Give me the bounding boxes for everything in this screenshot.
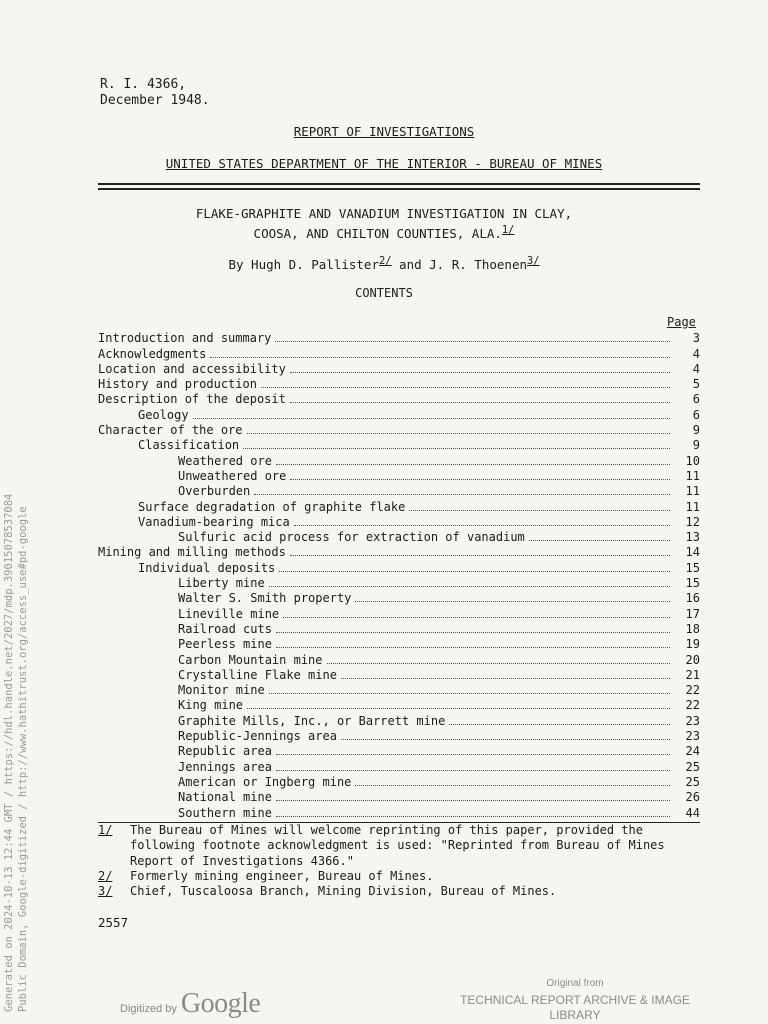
footnotes xyxy=(98,823,700,899)
footnote-mark: 1/ xyxy=(98,823,113,837)
toc-entry xyxy=(98,697,700,712)
toc-entry xyxy=(98,758,700,773)
toc-entry-page: 26 xyxy=(685,790,700,805)
toc-entry-page: 44 xyxy=(685,805,700,820)
toc-entry xyxy=(98,804,700,819)
toc-dot-leader xyxy=(247,708,670,709)
toc-entry-page: 9 xyxy=(692,423,700,438)
toc-entry-label: Unweathered ore xyxy=(178,468,287,483)
toc-entry xyxy=(98,468,700,483)
toc-entry-page: 4 xyxy=(692,346,700,361)
toc-entry-page: 14 xyxy=(685,545,700,560)
toc-entry xyxy=(98,636,700,651)
toc-entry xyxy=(98,575,700,590)
footnote-text: Formerly mining engineer, Bureau of Mines. xyxy=(130,868,434,883)
toc-dot-leader xyxy=(193,418,670,419)
toc-entry-label: Republic-Jennings area xyxy=(178,729,337,744)
toc-entry-label: Monitor mine xyxy=(178,683,265,698)
report-title xyxy=(0,206,768,242)
footnote-mark: 3/ xyxy=(98,884,113,899)
toc-dot-leader xyxy=(247,433,671,434)
report-id-block xyxy=(100,77,210,109)
title-line-2: COOSA, AND CHILTON COUNTIES, ALA.$^{1/}$ xyxy=(253,224,515,242)
toc-dot-leader xyxy=(243,448,670,449)
toc-entry-label: Sulfuric acid process for extraction of vanadium xyxy=(178,530,525,545)
toc-entry xyxy=(98,330,700,345)
toc-entry xyxy=(98,376,700,391)
report-number: R. I. 4366, xyxy=(100,77,187,92)
toc-entry-label: Walter S. Smith property xyxy=(178,591,352,606)
toc-entry-page: 15 xyxy=(685,576,700,591)
toc-entry xyxy=(98,682,700,697)
toc-entry-page: 19 xyxy=(685,637,700,652)
toc-entry-page: 11 xyxy=(685,499,700,514)
toc-entry-page: 23 xyxy=(685,729,700,744)
toc-entry-label: Liberty mine xyxy=(178,576,265,591)
toc-entry xyxy=(98,391,700,406)
toc-dot-leader xyxy=(290,372,670,373)
footnote xyxy=(98,823,700,869)
toc-entry-page: 6 xyxy=(692,392,700,407)
toc-entry-page: 17 xyxy=(685,606,700,621)
toc-entry-label: Description of the deposit xyxy=(98,392,286,407)
stamp-line-1: Generated on 2024-10-13 12:44 GMT / https://hdl.handle.net/2027/mdp.39015078537084 xyxy=(3,493,15,1012)
toc-dot-leader xyxy=(449,724,670,725)
toc-entry-page: 20 xyxy=(685,652,700,667)
author-line: By Hugh D. Pallister$^{2/}$ and J. R. Thoenen$^{3/}$ xyxy=(228,255,540,273)
toc-entry-label: Location and accessibility xyxy=(98,361,286,376)
page-column-heading: Page xyxy=(667,315,696,329)
toc-entry xyxy=(98,651,700,666)
toc-entry-page: 18 xyxy=(685,621,700,636)
toc-entry-page: 21 xyxy=(685,667,700,682)
toc-entry xyxy=(98,483,700,498)
toc-entry xyxy=(98,452,700,467)
double-rule-top xyxy=(98,183,700,185)
toc-dot-leader xyxy=(276,754,670,755)
toc-entry-label: Geology xyxy=(138,407,189,422)
toc-entry-label: Mining and milling methods xyxy=(98,545,286,560)
toc-dot-leader xyxy=(283,617,670,618)
toc-entry-label: National mine xyxy=(178,790,272,805)
toc-entry-label: Character of the ore xyxy=(98,423,243,438)
author-1: Hugh D. Pallister xyxy=(251,257,379,273)
title-footnote-mark: 1/ xyxy=(501,224,515,236)
toc-entry xyxy=(98,407,700,422)
toc-entry-page: 16 xyxy=(685,591,700,606)
contents-heading: CONTENTS xyxy=(355,286,413,300)
toc-entry-label: Individual deposits xyxy=(138,560,276,575)
footnote-text: The Bureau of Mines will welcome reprinting of this paper, provided the following footnote acknowledgment is used: "Reprinted from Bureau of Mines Report of Investigations 4366." xyxy=(130,823,665,868)
toc-entry xyxy=(98,590,700,605)
toc-entry-label: Vanadium-bearing mica xyxy=(138,514,290,529)
toc-entry-label: Classification xyxy=(138,438,240,453)
toc-dot-leader xyxy=(355,785,670,786)
toc-dot-leader xyxy=(355,601,670,602)
toc-entry xyxy=(98,560,700,575)
toc-entry xyxy=(98,361,700,376)
digitized-by-label: Digitized by xyxy=(120,1003,177,1015)
report-label: REPORT OF INVESTIGATIONS xyxy=(293,124,475,139)
toc-entry-page: 3 xyxy=(692,331,700,346)
toc-dot-leader xyxy=(275,341,670,342)
toc-entry xyxy=(98,667,700,682)
footnote xyxy=(98,884,700,899)
toc-entry-page: 22 xyxy=(685,683,700,698)
toc-entry xyxy=(98,713,700,728)
toc-dot-leader xyxy=(290,555,670,556)
toc-entry-page: 11 xyxy=(685,468,700,483)
toc-entry-label: Crystalline Flake mine xyxy=(178,667,337,682)
toc-entry-label: Jennings area xyxy=(178,759,272,774)
footnote-text: Chief, Tuscaloosa Branch, Mining Division, Bureau of Mines. xyxy=(130,884,557,899)
toc-entry xyxy=(98,789,700,804)
double-rule-bottom xyxy=(98,188,700,190)
toc-entry xyxy=(98,498,700,513)
stamp-line-2: Public Domain, Google-digitized / http://www.hathitrust.org/access_use#pd-google xyxy=(17,506,29,1012)
toc-entry-page: 23 xyxy=(685,713,700,728)
toc-entry-label: Peerless mine xyxy=(178,637,272,652)
toc-dot-leader xyxy=(269,693,670,694)
toc-dot-leader xyxy=(529,540,670,541)
toc-entry xyxy=(98,621,700,636)
toc-entry-page: 6 xyxy=(692,407,700,422)
toc-dot-leader xyxy=(210,357,670,358)
author-1-note: 2/ xyxy=(378,255,392,267)
title-line-1: FLAKE-GRAPHITE AND VANADIUM INVESTIGATION IN CLAY, xyxy=(195,206,573,221)
report-date: December 1948. xyxy=(100,93,210,108)
author-2: J. R. Thoenen xyxy=(429,257,527,273)
toc-entry-label: Graphite Mills, Inc., or Barrett mine xyxy=(178,713,446,728)
toc-entry-label: Surface degradation of graphite flake xyxy=(138,499,406,514)
toc-entry xyxy=(98,774,700,789)
toc-entry-label: History and production xyxy=(98,377,257,392)
toc-entry-page: 4 xyxy=(692,361,700,376)
toc-dot-leader xyxy=(327,663,671,664)
toc-dot-leader xyxy=(254,494,670,495)
footnote-mark: 2/ xyxy=(98,868,113,883)
toc-entry-label: Lineville mine xyxy=(178,606,280,621)
toc-dot-leader xyxy=(276,770,670,771)
toc-dot-leader xyxy=(269,586,670,587)
toc-dot-leader xyxy=(290,479,670,480)
original-from-label: Original from xyxy=(546,978,604,989)
toc-entry-label: Southern mine xyxy=(178,805,272,820)
toc-entry-page: 15 xyxy=(685,560,700,575)
toc-entry-page: 24 xyxy=(685,744,700,759)
toc-dot-leader xyxy=(294,525,670,526)
footnote xyxy=(98,869,700,884)
toc-dot-leader xyxy=(341,739,670,740)
toc-entry xyxy=(98,529,700,544)
toc-entry-page: 12 xyxy=(685,514,700,529)
toc-dot-leader xyxy=(290,402,670,403)
toc-dot-leader xyxy=(276,647,670,648)
toc-entry-page: 25 xyxy=(685,759,700,774)
toc-entry-label: Overburden xyxy=(178,484,251,499)
toc-dot-leader xyxy=(341,678,670,679)
toc-dot-leader xyxy=(276,632,670,633)
toc-entry-page: 10 xyxy=(685,453,700,468)
digitized-by-google xyxy=(120,988,260,1020)
toc-entry xyxy=(98,544,700,559)
toc-entry xyxy=(98,514,700,529)
toc-entry-label: Acknowledgments xyxy=(98,346,207,361)
toc-dot-leader xyxy=(276,800,670,801)
toc-entry-page: 11 xyxy=(685,484,700,499)
toc-entry-page: 5 xyxy=(692,377,700,392)
toc-dot-leader xyxy=(276,464,670,465)
google-logo: Google xyxy=(180,988,261,1019)
toc-entry xyxy=(98,728,700,743)
toc-entry xyxy=(98,743,700,758)
toc-entry-label: Weathered ore xyxy=(178,453,272,468)
original-source: TECHNICAL REPORT ARCHIVE & IMAGE LIBRARY xyxy=(460,993,690,1022)
toc-dot-leader xyxy=(409,510,670,511)
toc-entry-label: Carbon Mountain mine xyxy=(178,652,323,667)
department-heading: UNITED STATES DEPARTMENT OF THE INTERIOR - BUREAU OF MINES xyxy=(165,156,603,171)
toc-entry-label: Railroad cuts xyxy=(178,621,272,636)
hathitrust-stamp xyxy=(2,494,30,1012)
toc-entry-label: Introduction and summary xyxy=(98,331,272,346)
toc-entry xyxy=(98,605,700,620)
toc-entry-label: King mine xyxy=(178,698,244,713)
toc-entry-label: American or Ingberg mine xyxy=(178,774,352,789)
page-number: 2557 xyxy=(98,915,129,930)
toc-entry-page: 25 xyxy=(685,774,700,789)
toc-entry-page: 13 xyxy=(685,530,700,545)
toc-entry-label: Republic area xyxy=(178,744,272,759)
toc-dot-leader xyxy=(261,387,670,388)
toc-entry-page: 9 xyxy=(692,438,700,453)
toc-entry xyxy=(98,437,700,452)
toc-entry xyxy=(98,345,700,360)
toc-entry-page: 22 xyxy=(685,698,700,713)
author-2-note: 3/ xyxy=(527,255,540,267)
toc-entry xyxy=(98,422,700,437)
toc-dot-leader xyxy=(276,816,670,817)
toc-dot-leader xyxy=(279,571,670,572)
